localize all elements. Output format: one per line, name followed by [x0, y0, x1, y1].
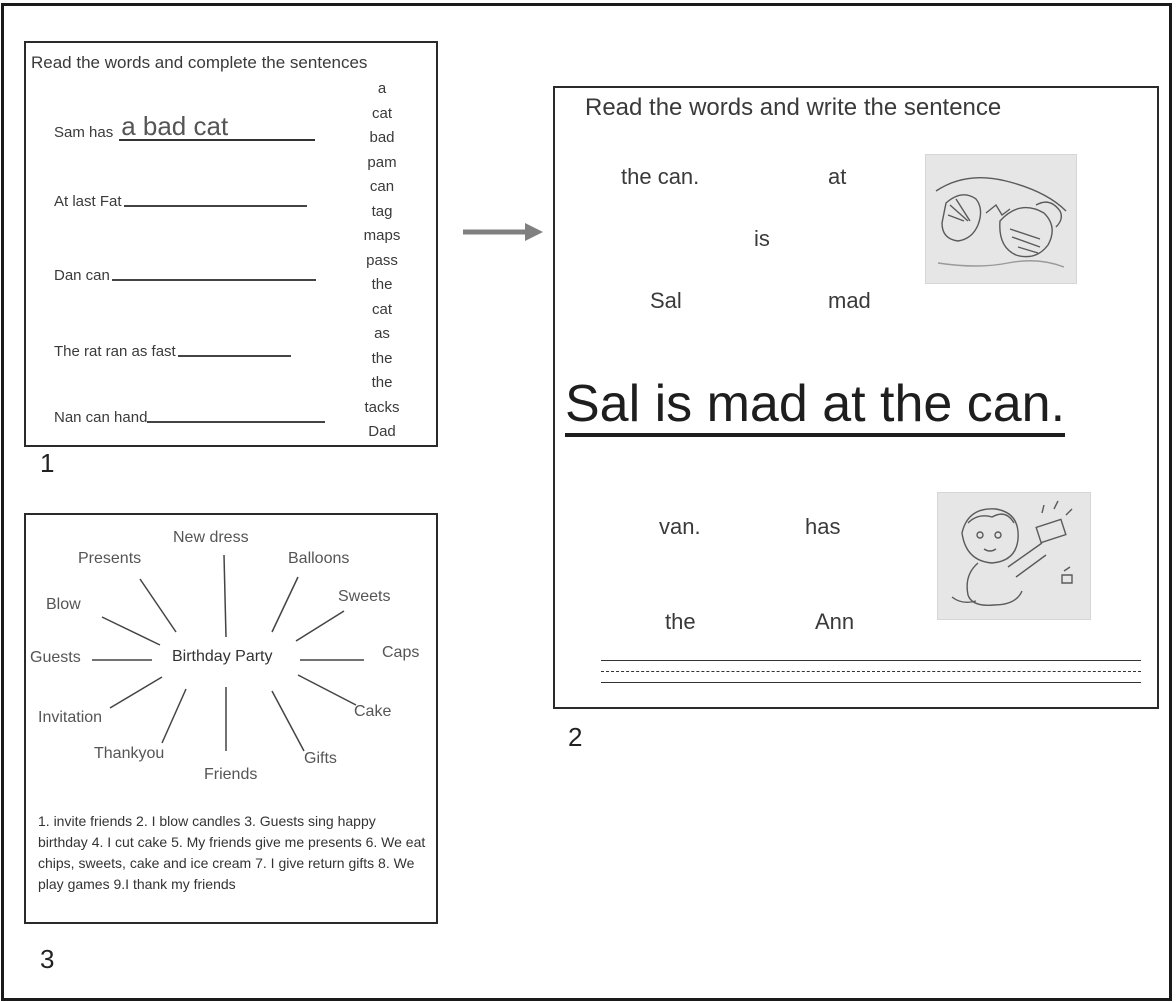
sentence-3-blank [112, 279, 316, 281]
panel-1-label: 1 [40, 448, 55, 478]
sentence-5 [54, 409, 325, 426]
sentence-4-blank [178, 355, 291, 357]
word-bank-item: as [374, 325, 390, 342]
word-the-can: the can. [621, 164, 700, 189]
party-steps-list: 1. invite friends 2. I blow candles 3. Guests sing happy birthday 4. I cut cake 5. My friends give me presents 6. We eat chips, sweets, cake and ice cream 7. I give return gifts 8. We play games 9.I thank my friends [38, 813, 426, 892]
sentence-2 [54, 193, 307, 210]
sample-sentence: Sal is mad at the can. [565, 375, 1065, 437]
word-bank-item: bad [369, 129, 395, 146]
spoke-line [162, 689, 186, 743]
sentence-1-answer: a bad cat [119, 113, 315, 141]
spoke-line [110, 677, 162, 708]
writing-line-mid [601, 671, 1141, 672]
girl-with-van-drawing [937, 492, 1091, 620]
word-bank-item: cat [371, 300, 392, 318]
worksheet-complete-sentences [24, 41, 438, 447]
panel1-title: Read the words and complete the sentences [31, 53, 368, 72]
spoke-line [224, 555, 226, 637]
cat-and-can-drawing [925, 154, 1077, 284]
word-bank-item: maps [363, 227, 401, 244]
spoke-line [272, 691, 304, 751]
spoke-thankyou: Thankyou [94, 745, 165, 762]
sentence-1 [54, 113, 315, 141]
word-sal: Sal [650, 288, 682, 313]
spoke-guests: Guests [30, 649, 81, 666]
word-bank-item: the [371, 276, 393, 293]
spoke-caps: Caps [382, 644, 420, 661]
sentence-3-prefix: Dan can [54, 267, 110, 284]
word-bank-item: pass [366, 251, 398, 269]
spoke-cake: Cake [354, 703, 392, 720]
sentence-2-blank [124, 205, 307, 207]
writing-line-top [601, 660, 1141, 661]
spoke-line [272, 577, 298, 632]
spoke-invitation: Invitation [38, 709, 103, 726]
word-bank-item: Dad [368, 423, 396, 440]
panel-3-label: 3 [40, 944, 55, 974]
sentence-4-prefix: The rat ran as fast [54, 343, 176, 360]
word-bank-item: tag [371, 202, 393, 220]
word-ann: Ann [815, 609, 855, 634]
word-bank-item: pam [367, 153, 397, 171]
word-bank-item: the [371, 374, 393, 391]
spoke-presents: Presents [78, 550, 142, 567]
word-bank-item: the [371, 349, 393, 367]
word-bank-item: tacks [364, 398, 400, 416]
sentence-2-prefix: At last Fat [54, 193, 122, 210]
spoke-gifts: Gifts [304, 750, 337, 767]
spoke-line [296, 611, 344, 641]
word-bank-item: a [377, 80, 387, 97]
word-bank [358, 77, 406, 445]
sentence-4 [54, 343, 291, 360]
mind-map-center: Birthday Party [172, 648, 273, 665]
word-the: the [665, 609, 696, 634]
panel-2-label: 2 [568, 722, 583, 752]
cat-and-can-sketch-icon [926, 155, 1076, 283]
spoke-line [298, 675, 356, 705]
spoke-friends: Friends [204, 766, 258, 783]
worksheet-write-sentence [553, 86, 1159, 709]
sentence-1-prefix: Sam has [54, 124, 114, 141]
word-at: at [828, 164, 847, 189]
word-bank-item: cat [371, 104, 392, 122]
spoke-blow: Blow [46, 596, 81, 613]
writing-line-bottom [601, 682, 1141, 683]
word-has: has [805, 514, 841, 539]
girl-with-van-sketch-icon [938, 493, 1090, 619]
spoke-new-dress: New dress [173, 529, 249, 546]
mind-map-birthday-party [24, 513, 438, 924]
word-is: is [754, 226, 770, 251]
sentence-3 [54, 267, 316, 284]
word-van: van. [659, 514, 701, 539]
spoke-line [102, 617, 160, 645]
sentence-5-blank [147, 421, 325, 423]
spoke-balloons: Balloons [288, 550, 350, 567]
word-bank-item: can [369, 178, 395, 195]
right-arrow-icon [463, 221, 545, 243]
sentence-5-prefix: Nan can hand [54, 409, 148, 426]
panel2-title: Read the words and write the sentence [585, 94, 1002, 121]
spoke-line [140, 579, 176, 632]
spoke-sweets: Sweets [338, 588, 391, 605]
word-mad: mad [828, 288, 871, 313]
